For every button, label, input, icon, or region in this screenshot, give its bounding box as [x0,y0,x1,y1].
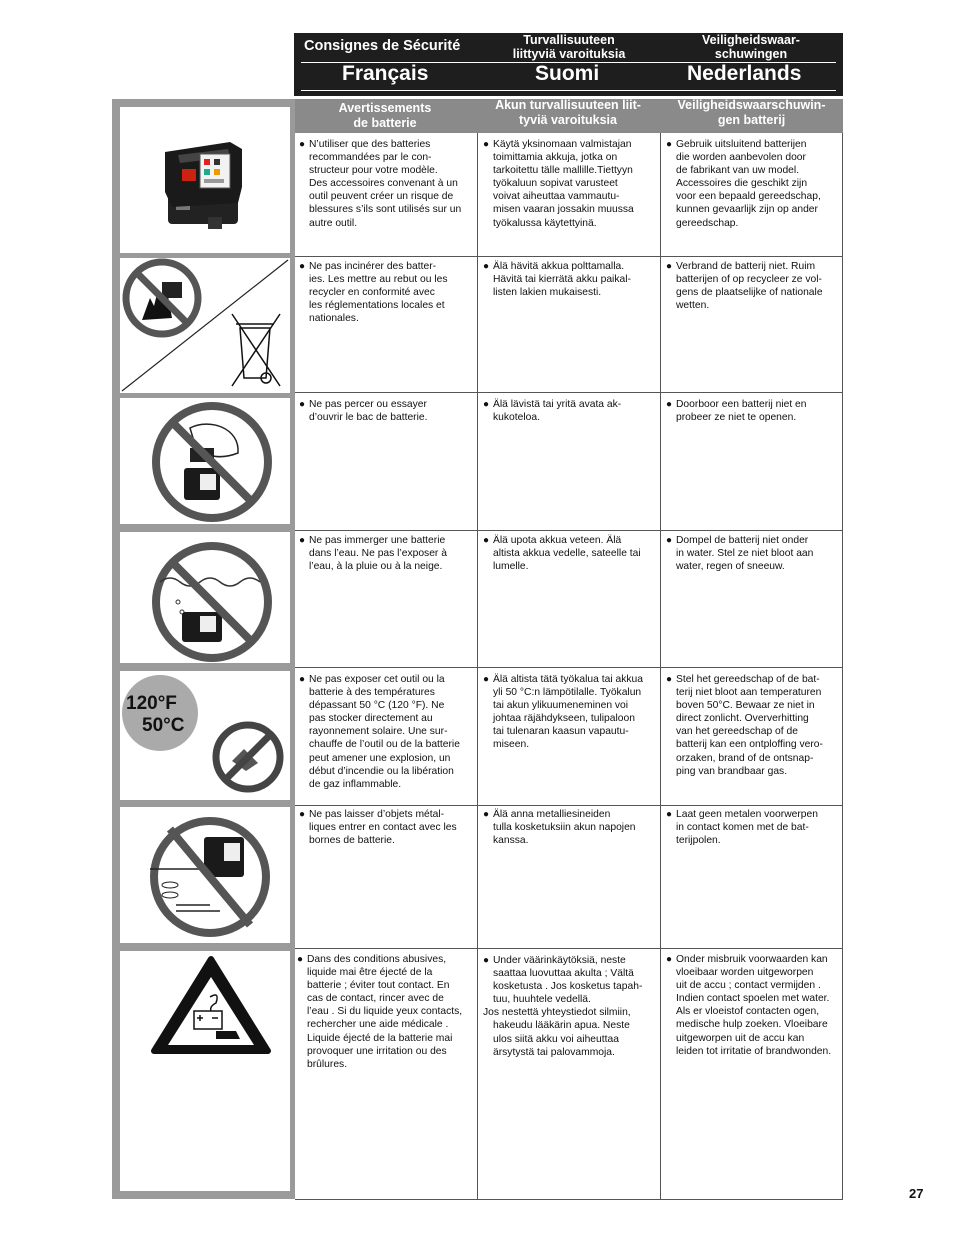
header-title-fr: Consignes de Sécurité [304,38,461,54]
warning-text-fi: ● Älä anna metalliesineiden tulla kosketuksiin akun napojen kanssa. [483,809,636,847]
language-header [294,33,843,96]
warning-text-fr: ● Ne pas laisser d’objets métal- liques entrer en contact avec les bornes de batterie. [299,809,457,847]
page-number: 27 [909,1186,924,1201]
bullet: ● [483,955,490,966]
warning-text-nl: ● Verbrand de batterij niet. Ruim batterijen of op recycleer ze vol- gens de plaatselijke of nationale wetten. [666,261,823,312]
row-divider [295,667,843,668]
bullet: ● [299,399,306,410]
warning-text-nl: ● Onder misbruik voorwaarden kan vloeibaar worden uitgeworpen uit de accu ; contact vermijden . Indien contact spoelen met water. Als er vloeistof contacten ogen, medische hulp zoeken. Vloeibare uitgeworpen uit de accu kan leiden tot irritatie of brandwonden. [666,954,832,1057]
pictogram-no-metal-contact [120,807,290,943]
battery-icon [120,107,290,253]
warning-text-fi: ● Älä hävitä akkua polttamalla. Hävitä tai kierrätä akku paikal- listen lakien mukaisesti. [483,261,631,299]
warning-text-nl: ● Gebruik uitsluitend batterijen die worden aanbevolen door de fabrikant van uw model. Accessoires die geschikt zijn voor een bepaald gereedschap, kunnen gevaarlijk zijn op ander gereedschap. [666,139,821,229]
pictogram-no-heat [120,671,290,800]
bullet: ● [666,954,673,965]
header-title-nl: Veiligheidswaar- schuwingen [702,33,800,61]
warning-text-nl: ● Doorboor een batterij niet en probeer ze niet te openen. [666,399,807,424]
bullet: ● [666,399,673,410]
warning-text-fr: ● Dans des conditions abusives, liquide mai être éjecté de la batterie ; éviter tout contact. En cas de contact, rincer avec de l’eau . Si du liquide yeux contacts, rechercher une aide médicale . Liquide éjecté de la batterie mai provoquer une irritation ou des brûlures. [297,954,463,1070]
bullet: ● [483,674,490,685]
warning-text-nl: ● Laat geen metalen voorwerpen in contact komen met de bat- terijpolen. [666,809,818,847]
column-divider [842,133,843,1199]
section-title-fr: Avertissements de batterie [338,101,432,130]
bullet: ● [666,535,673,546]
warning-text-nl: ● Dompel de batterij niet onder in water. Stel ze niet bloot aan water, regen of sneeuw. [666,535,814,573]
bullet: ● [483,139,490,150]
warning-text-fr: ● Ne pas percer ou essayer d’ouvrir le bac de batterie. [299,399,428,424]
bullet: ● [299,261,306,272]
warning-text-fi: ● Älä lävistä tai yritä avata ak- kukoteloa. [483,399,622,424]
warning-text-fi-continued: Jos nestettä yhteystiedot silmiin, [483,1007,631,1019]
language-dutch: Nederlands [687,62,802,85]
bullet: ● [483,809,490,820]
row-divider [295,948,843,949]
no-fire-and-recycle-bin-icon [120,258,290,393]
warning-text-fi: ● Käytä yksinomaan valmistajan toimittamia akkuja, jotka on tarkoitettu tälle mallille.Tiettyyn työkaluun sopivat varusteet voivat aiheuttaa vammautu- misen vaaran jossakin muussa työkalussa käytettyinä. [483,139,634,229]
corrosive-warning-icon [120,951,290,1191]
bullet: ● [299,674,306,685]
no-metal-objects-icon [120,807,290,943]
section-header [294,99,843,133]
section-title-nl: Veiligheidswaarschuwin- gen batterij [677,98,826,127]
bullet: ● [666,809,673,820]
pictogram-no-incineration [120,258,290,393]
bullet: ● [666,139,673,150]
bullet: ● [299,139,306,150]
row-divider [295,530,843,531]
warning-text-fi-continued: hakeudu lääkärin apua. Neste ulos siitä akku voi aiheuttaa ärsytystä tai palovammoja. [493,1020,630,1058]
pictogram-no-puncture [120,398,290,524]
row-divider [295,392,843,393]
warning-text-fr: ● Ne pas exposer cet outil ou la batterie à des températures dépassant 50 °C (120 °F). Ne pas stocker directement au rayonnement solaire. Une sur- chauffe de l’outil ou de la batterie peut amener une explosion, un début d’incendie ou la libération de gaz inflammable. [299,674,460,790]
pictogram-battery [120,107,290,253]
header-bottom-divider [301,90,836,91]
warning-text-fi: ● Älä upota akkua veteen. Älä altista akkua vedelle, sateelle tai lumelle. [483,535,641,573]
row-divider [295,256,843,257]
warning-text-fr: ● N’utiliser que des batteries recommandées par le con- structeur pour votre modèle. Des accessoires convenant à un outil peuvent créer un risque de blessures s’ils sont utilisés sur un autre outil. [299,139,462,229]
section-title-fi: Akun turvallisuuteen liit- tyviä varoituksia [495,98,641,127]
no-puncture-icon [120,398,290,524]
bullet: ● [297,954,304,965]
bullet: ● [299,809,306,820]
warning-text-fi: ● Under väärinkäytöksiä, neste saattaa luovuttaa akulta ; Vältä kosketusta . Jos kosketus tapah- tuu, huuhtele vedellä. Jos nestettä yhteystiedot silmiin, hakeudu lääkärin apua. Neste ulos siitä akku voi aiheuttaa ärsytystä tai palovammoja. [483,954,658,1059]
column-divider [660,133,661,1199]
warning-text-nl: ● Stel het gereedschap of de bat- terij niet bloot aan temperaturen boven 50°C. Bewaar ze niet in direct zonlicht. Oververhitting van het gereedschap of de batterij kan een ontploffing vero- orzaken, brand of de ontsnap- ping van brandbaar gas. [666,674,823,777]
warning-text-fr: ● Ne pas immerger une batterie dans l’eau. Ne pas l’exposer à l’eau, à la pluie ou à la neige. [299,535,447,573]
pictogram-no-immersion [120,532,290,663]
bullet: ● [666,674,673,685]
bullet: ● [483,399,490,410]
warning-text-fr: ● Ne pas incinérer des batter- ies. Les mettre au rebut ou les recycler en conformité avec les réglementations locales et nationales. [299,261,448,325]
language-french: Français [342,62,429,85]
bullet: ● [483,261,490,272]
temperature-fahrenheit: 120°F [126,693,177,714]
column-divider [477,133,478,1199]
pictogram-battery-liquid-warning [120,951,290,1191]
bullet: ● [299,535,306,546]
header-title-fi: Turvallisuuteen liittyviä varoituksia [512,33,626,61]
temperature-celsius: 50°C [142,715,185,736]
bullet: ● [483,535,490,546]
table-bottom-border [295,1199,843,1200]
row-divider [295,805,843,806]
no-water-immersion-icon [120,532,290,663]
language-finnish: Suomi [535,62,600,85]
bullet: ● [666,261,673,272]
warning-text-fi: ● Älä altista tätä työkalua tai akkua yli 50 °C:n lämpötilalle. Työkalun tai akun ylikuumeneminen voi johtaa räjähdykseen, tulipaloon tai tulenaran kaasun vapautu- miseen. [483,674,643,751]
pictogram-column [112,99,295,1199]
